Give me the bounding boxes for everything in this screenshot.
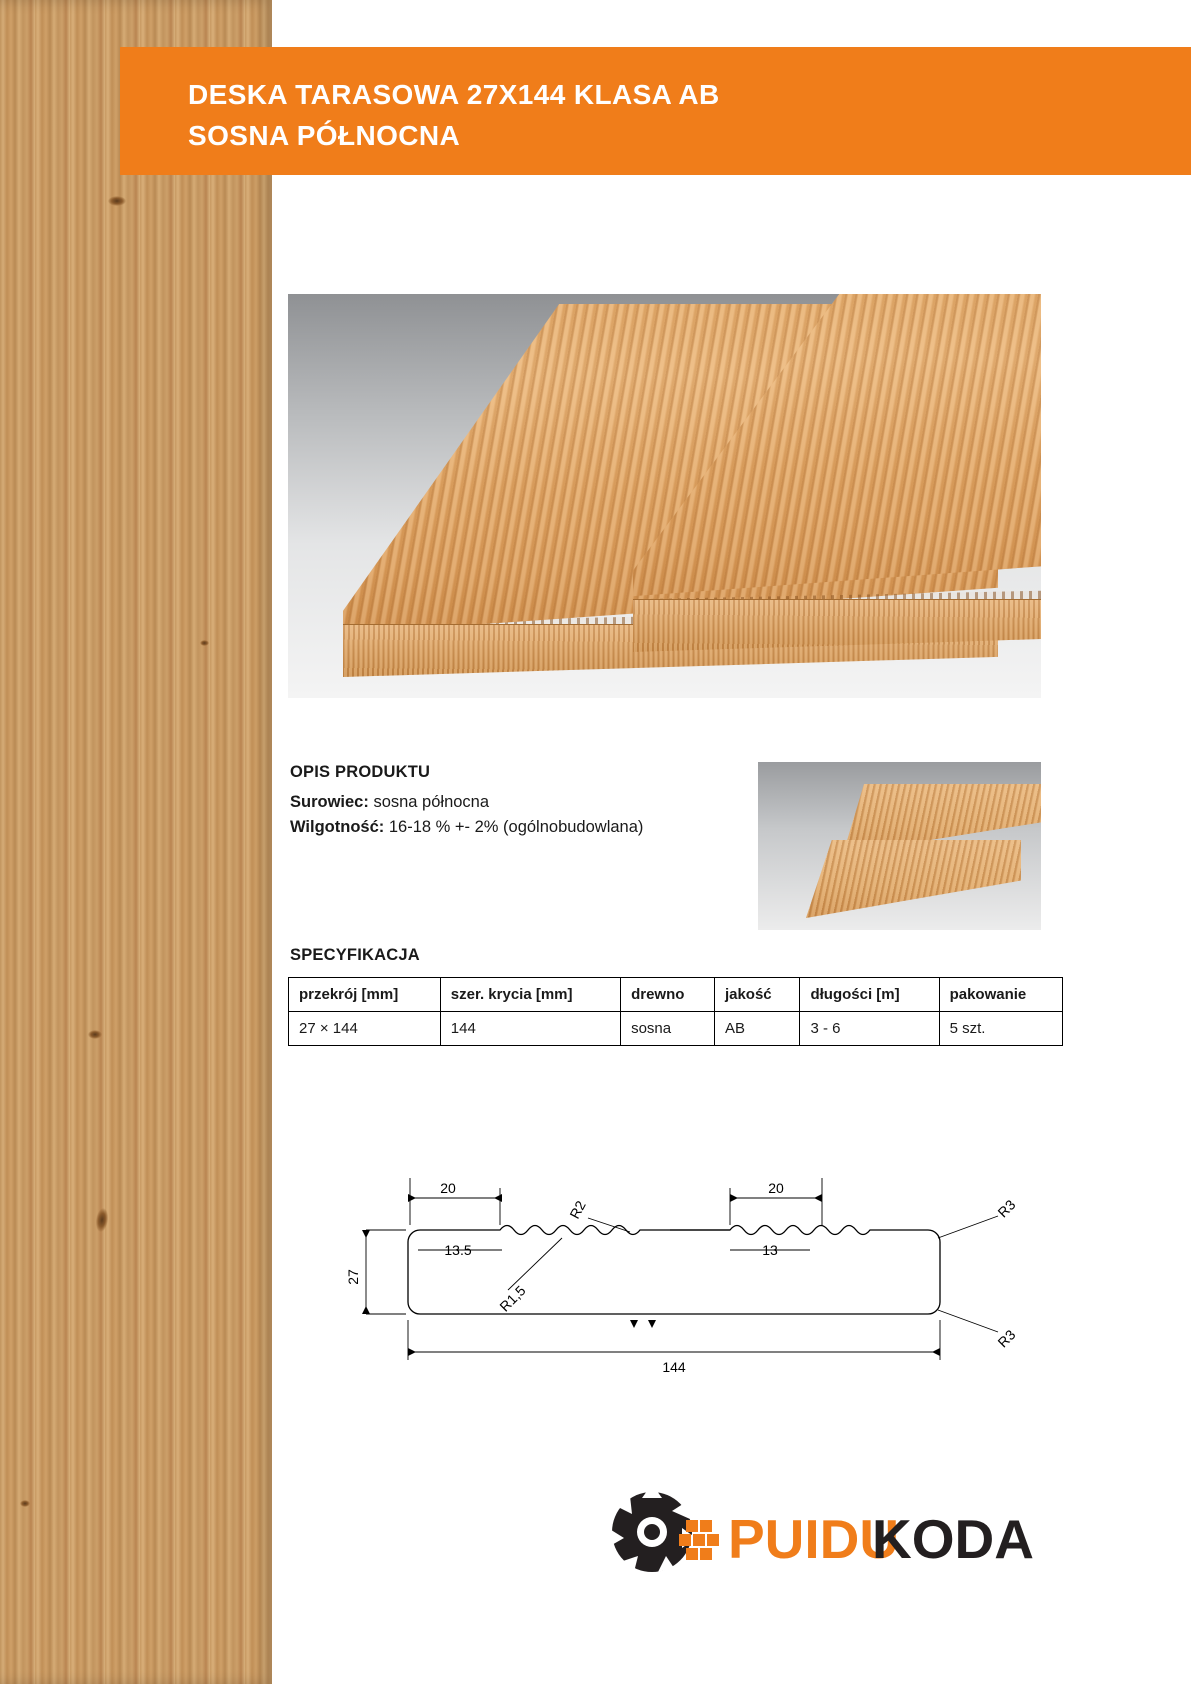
table-header-cell: jakość [714, 978, 800, 1012]
table-header-cell: pakowanie [939, 978, 1062, 1012]
detail-board-face [806, 840, 1021, 918]
profile-drawing-svg [330, 1120, 1050, 1380]
wood-knot-icon [88, 1030, 102, 1039]
wood-knot-icon [20, 1500, 30, 1507]
company-logo [600, 1480, 1050, 1585]
specification-heading: SPECYFIKACJA [290, 946, 420, 964]
table-header-cell: drewno [621, 978, 715, 1012]
table-cell: 5 szt. [939, 1012, 1062, 1046]
description-label: Surowiec: [290, 793, 369, 811]
product-description [290, 760, 760, 840]
table-header-cell: długości [m] [800, 978, 939, 1012]
dim-left-inner: 13.5 [444, 1242, 472, 1258]
dim-radius-corner-top: R3 [994, 1196, 1019, 1221]
wood-knot-icon [94, 1207, 109, 1232]
table-cell: 3 - 6 [800, 1012, 939, 1046]
gear-saw-blade-icon [608, 1484, 719, 1572]
table-header-row [289, 978, 1063, 1012]
page-title-line-2: SOSNA PÓŁNOCNA [188, 120, 461, 151]
technical-drawing [330, 1120, 1050, 1380]
page-title [188, 74, 1008, 156]
table-cell: 144 [440, 1012, 620, 1046]
dim-radius-top: R2 [566, 1197, 589, 1222]
logo-svg [600, 1480, 1050, 1585]
wood-knot-icon [200, 640, 209, 646]
description-row [290, 790, 760, 815]
dim-height: 27 [345, 1269, 361, 1285]
wood-knot-icon [108, 196, 126, 206]
specification-table [288, 977, 1063, 1046]
dim-radius-groove: R1,5 [496, 1282, 529, 1315]
dim-mid-flat: 20 [768, 1180, 784, 1196]
dim-radius-corner-bottom: R3 [994, 1326, 1019, 1351]
table-row [289, 1012, 1063, 1046]
dim-left-flat: 20 [440, 1180, 456, 1196]
description-heading: OPIS PRODUKTU [290, 763, 431, 781]
logo-text-secondary: KODA [872, 1508, 1034, 1570]
logo-text-primary: PUIDU [728, 1508, 900, 1570]
table-header-cell: szer. krycia [mm] [440, 978, 620, 1012]
dim-mid-inner: 13 [762, 1242, 778, 1258]
table-cell: 27 × 144 [289, 1012, 441, 1046]
wood-grain-texture [806, 840, 1021, 918]
detail-photo [758, 762, 1041, 930]
description-value: 16-18 % +- 2% (ogólnobudowlana) [384, 818, 644, 836]
product-photo [288, 294, 1041, 698]
table-header-cell: przekrój [mm] [289, 978, 441, 1012]
table-cell: AB [714, 1012, 800, 1046]
description-value: sosna północna [368, 793, 490, 811]
decorative-wood-panel [0, 0, 272, 1684]
description-row [290, 815, 760, 840]
table-cell: sosna [621, 1012, 715, 1046]
dim-width: 144 [662, 1359, 686, 1375]
description-label: Wilgotność: [290, 818, 385, 836]
page-title-line-1: DESKA TARASOWA 27X144 KLASA AB [188, 79, 720, 110]
